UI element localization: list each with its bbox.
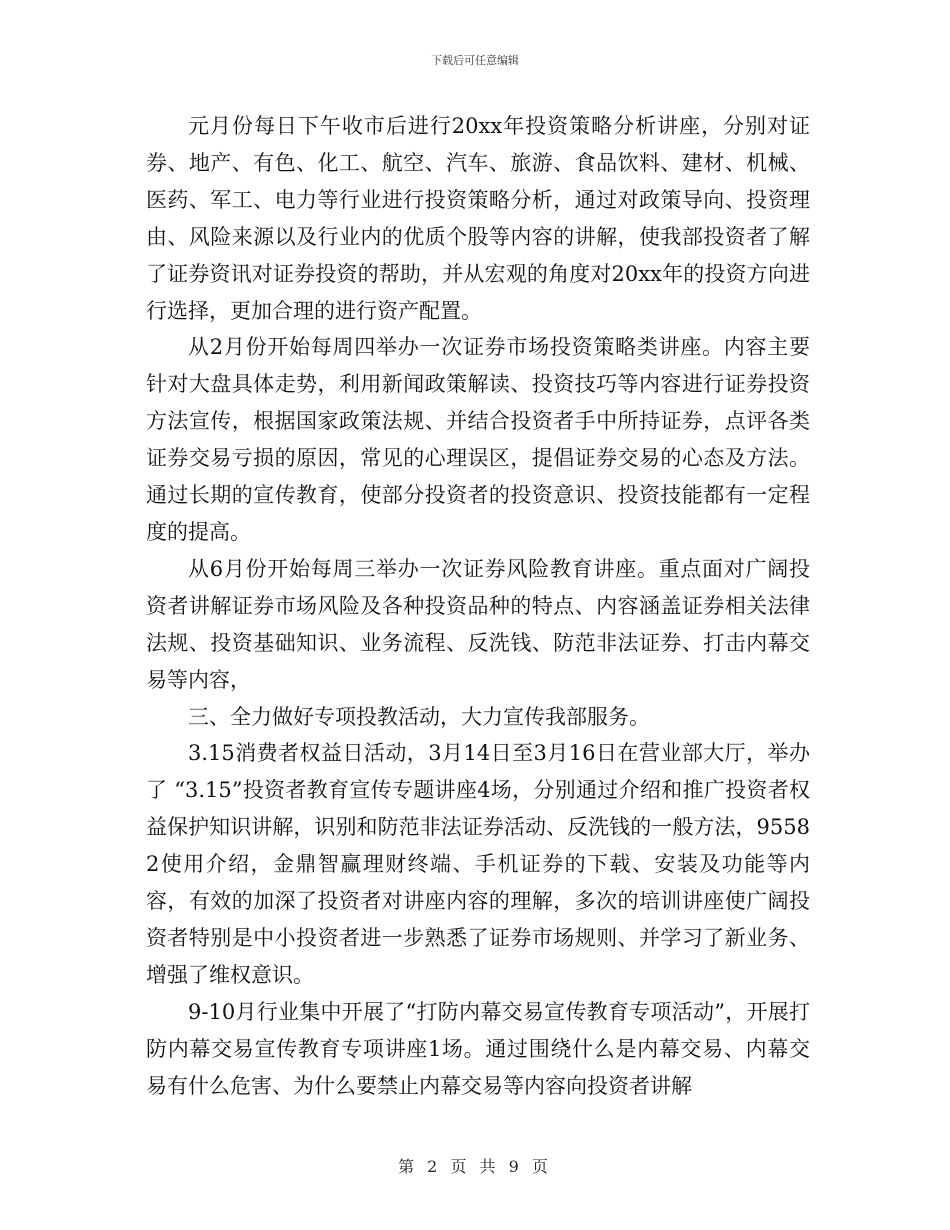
section-heading-special-activities: 三、全力做好专项投教活动，大力宣传我部服务。 bbox=[188, 704, 650, 729]
paragraph-315-consumer-day: 3.15消费者权益日活动，3月14日至3月16日在营业部大厅，举办了 “3.15”投资者教育宣传专题讲座4场，分别通过介绍和推广投资者权益保护知识讲解，识别和防范非法证券活动、反洗钱的一般方法，95582使用介绍，金鼎智赢理财终端、手机证券的下载、安装及功能等内容，有效的加深了投资者对讲座内容的理解，多次的培训讲座使广阔投资者特别是中小投资者进一步熟悉了证券市场规则、并学习了新业务、增强了维权意识。 bbox=[146, 741, 810, 987]
document-body bbox=[146, 108, 810, 1104]
paragraph-june-lectures: 从6月份开始每周三举办一次证券风险教育讲座。重点面对广阔投资者讲解证券市场风险及各种投资品种的特点、内容涵盖证券相关法律法规、投资基础知识、业务流程、反洗钱、防范非法证券、打击内幕交易等内容， bbox=[146, 556, 810, 692]
paragraph-insider-trading-campaign: 9-10月行业集中开展了“打防内幕交易宣传教育专项活动”，开展打防内幕交易宣传教育专项讲座1场。通过围绕什么是内幕交易、内幕交易有什么危害、为什么要禁止内幕交易等内容向投资者讲解 bbox=[146, 999, 810, 1098]
paragraph-february-lectures: 从2月份开始每周四举办一次证券市场投资策略类讲座。内容主要针对大盘具体走势，利用新闻政策解读、投资技巧等内容进行证券投资方法宣传，根据国家政策法规、并结合投资者手中所持证券，点评各类证券交易亏损的原因，常见的心理误区，提倡证券交易的心态及方法。通过长期的宣传教育，使部分投资者的投资意识、投资技能都有一定程度的提高。 bbox=[146, 335, 810, 544]
paragraph-january-lectures: 元月份每日下午收市后进行20xx年投资策略分析讲座，分别对证券、地产、有色、化工、航空、汽车、旅游、食品饮料、建材、机械、医药、军工、电力等行业进行投资策略分析，通过对政策导向、投资理由、风险来源以及行业内的优质个股等内容的讲解，使我部投资者了解了证券资讯对证券投资的帮助，并从宏观的角度对20xx年的投资方向进行选择，更加合理的进行资产配置。 bbox=[146, 114, 810, 323]
page-header-note: 下载后可任意编辑 bbox=[431, 54, 519, 67]
page-number-footer: 第 2 页 共 9 页 bbox=[398, 1157, 552, 1176]
